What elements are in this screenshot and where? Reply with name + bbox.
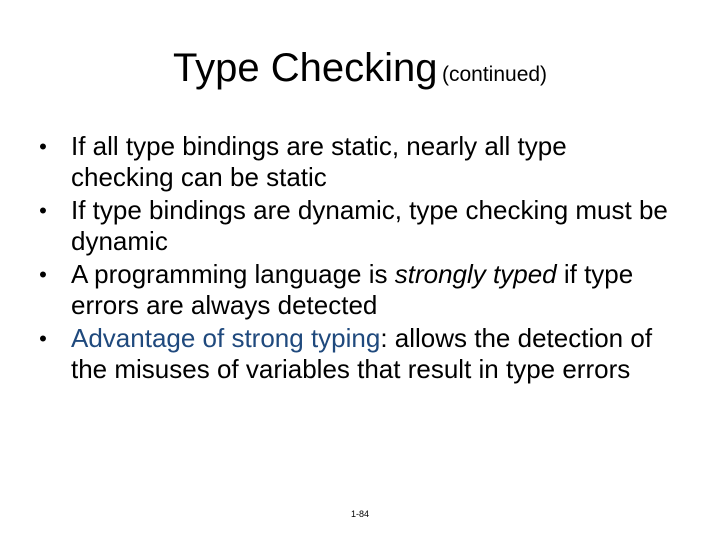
bullet-item-static-bindings [36, 131, 676, 193]
slide-title [0, 42, 720, 101]
bullet-emphasis: strongly typed [394, 259, 557, 289]
bullet-text-before: A programming language is [71, 259, 395, 289]
bullet-item-dynamic-bindings [36, 195, 676, 257]
bullet-highlight: Advantage of strong typing [71, 323, 381, 353]
bullet-icon: • [39, 262, 47, 287]
bullet-text-after: if type errors are always detected [71, 259, 634, 320]
bullet-icon: • [39, 134, 47, 159]
bullet-list [36, 131, 676, 387]
title-main: Type Checking [172, 46, 438, 90]
bullet-icon: • [39, 326, 47, 351]
page-number: 1-84 [350, 509, 369, 519]
bullet-text-after: : allows the detection of the misuses of variables that result in type errors [71, 323, 653, 384]
title-subtitle: (continued) [441, 63, 548, 86]
bullet-text: If type bindings are dynamic, type checking must be dynamic [71, 195, 668, 256]
bullet-item-strong-typing-advantage [36, 323, 676, 385]
bullet-item-strongly-typed [36, 259, 676, 321]
bullet-icon: • [39, 198, 47, 223]
bullet-text: If all type bindings are static, nearly all type checking can be static [71, 131, 567, 192]
